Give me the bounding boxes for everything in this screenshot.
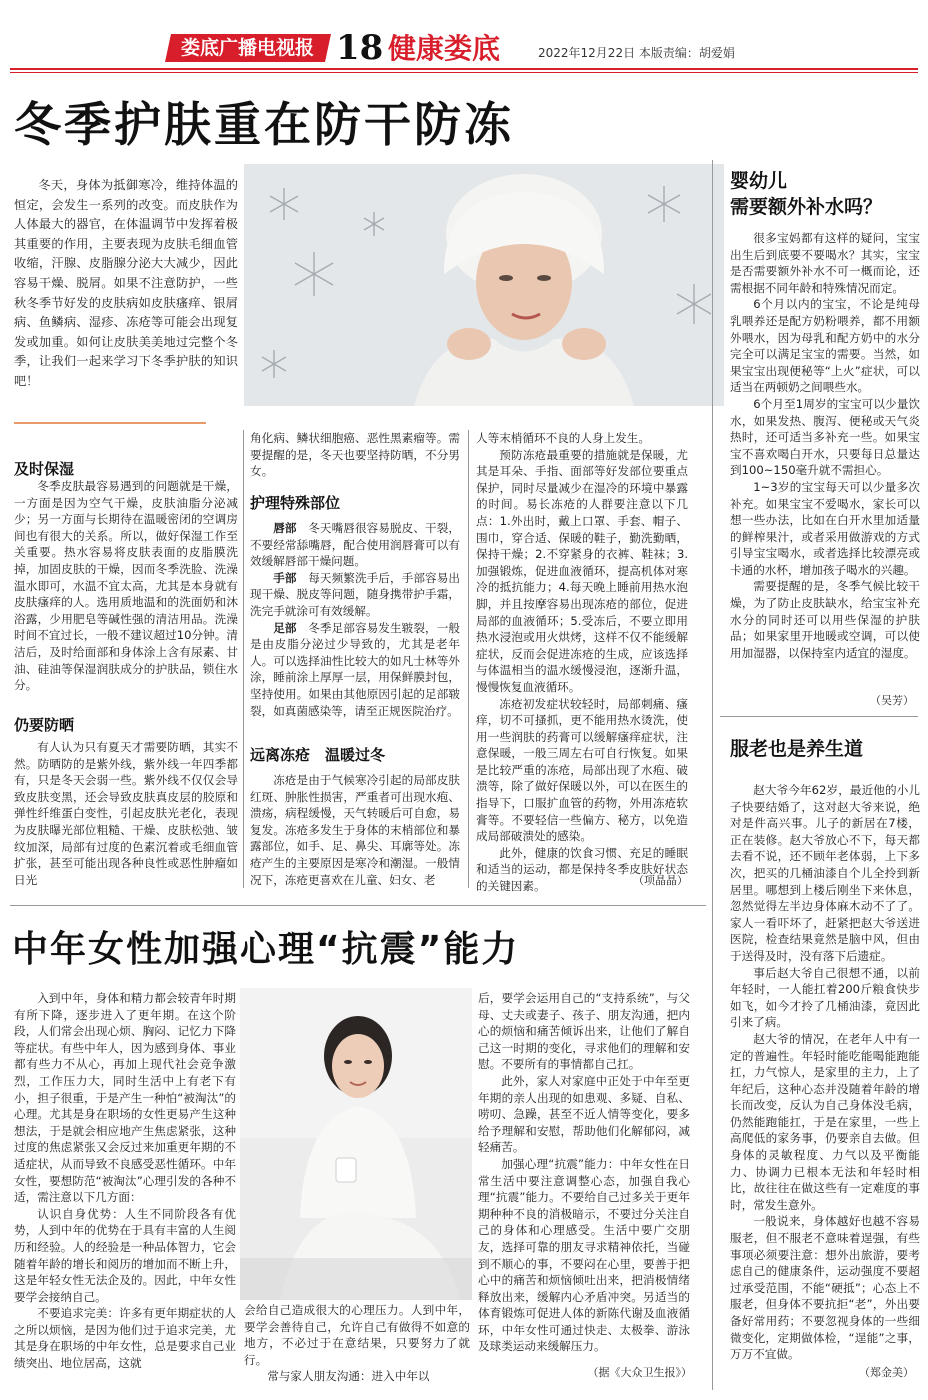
- foot-label: 足部: [273, 620, 297, 635]
- newspaper-brand-logo: 娄底广播电视报: [165, 34, 331, 62]
- middle-aged-woman-photo: [240, 988, 472, 1300]
- header-rule-thin: [10, 72, 918, 73]
- article2-signature: （据《大众卫生报》）: [587, 1366, 692, 1379]
- column-divider: [243, 430, 244, 888]
- article1-title: 冬季护肤重在防干防冻: [14, 98, 514, 153]
- sidebar2-signature: （郑金美）: [859, 1366, 914, 1379]
- article1-col2-top: 角化病、鳞状细胞癌、恶性黑素瘤等。需要提醒的是，冬天也要坚持防晒，不分男女。: [250, 431, 460, 479]
- article1-signature: （项晶晶）: [633, 874, 688, 887]
- lip-label: 唇部: [273, 521, 297, 535]
- section-heading-frostbite: 远离冻疮 温暖过冬: [250, 746, 386, 764]
- article2-col2: 会给自己造成很大的心理压力。人到中年，要学会善待自己，允许自己有做得不如意的地方，不必过于在意结果，只要努力了就行。 常与家人朋友沟通：进入中年以: [244, 1303, 470, 1384]
- section-heading-sunscreen: 仍要防晒: [14, 716, 75, 734]
- sidebar1-signature: （吴芳）: [870, 694, 914, 707]
- sidebar2-title: 服老也是养生道: [730, 738, 864, 760]
- article2-col3: 后，要学会运用自己的“支持系统”，与父母、丈夫或妻子、孩子、朋友沟通，把内心的烦恼和痛苦倾诉出来，让他们了解自己这一时期的变化，寻求他们的理解和安慰。不要所有的事情都自己扛。 此外，家人对家庭中正处于中年至更年期的亲人出现的如患观、多疑、自私、唠叨、急躁，甚至不近人情等变化，要多给予理解和安慰，帮助他们化解郁闷，减轻痛苦。 加强心理“抗震”能力：中年女性在日常生活中要注意调整心态，加强自我心理“抗震”能力。不要给自己过多关于更年期种种不良的消极暗示，不要过分关注自己的身体和心理感受。生活中要广交朋友，选择可靠的朋友寻求精神依托，当碰到不顺心的事，不要闷在心里，要善于把心中的痛苦和烦恼倾吐出来，把消极情绪释放出来，缓解内心矛盾冲突。另适当的体育锻炼可促进人体的新陈代谢及血液循环，中年女性可通过快走、太极拳、游泳及球类运动来缓解压力。: [478, 991, 690, 1354]
- section-title: 健康娄底: [388, 32, 501, 65]
- sidebar2-body: 赵大爷今年62岁，最近他的小儿子快要结婚了，这对赵大爷来说，绝对是件高兴事。儿子的新居在7楼，正在装修。赵大爷放心不下，每天都去看不说，还不顾年老体弱，上下多次，把买的几桶油漆自个儿全拎到新居里。哪想到上楼后刚坐下来休息，忽然觉得左半边身体麻木动不了了。家人一看吓坏了，赶紧把赵大爷送进医院，检查结果竟然是脑中风，但由于送得及时，没有落下后遗症。 事后赵大爷自己很想不通，以前年轻时，一人能扛着200斤粮食快步如飞，如今才拎了几桶油漆，竟因此引来了病。 赵大爷的情况，在老年人中有一定的普遍性。年轻时能吃能喝能跑能扛，力气惊人，是家里的主力，上了年纪后，这种心态并没随着年龄的增长而改变，反认为自己身体没毛病，仍然能跑能扛，于是在家里，一些上高爬低的家务事，仍要亲自去做。但身体的灵敏程度、力气以及平衡能力、协调力已根本无法和年轻时相比，故往往在做这些有一定难度的事时，常发生意外。 一般说来，身体越好也越不容易服老，但不服老不意味着逞强，有些事项必须要注意：想外出旅游，要考虑自己的健康条件，运动强度不要超过承受范围，不能“硬抵”；心态上不服老，但身体不要抗拒“老”，外出要备好常用药；不要忽视身体的一些细微变化，定期做体检，“逞能”之事，万万不宜做。: [730, 783, 920, 1362]
- article1-s2-body: 有人认为只有夏天才需要防晒，其实不然。防晒防的是紫外线，紫外线一年四季都有，只是冬天会弱一些。紫外线不仅仅会导致皮肤变黑，还会导致皮肤真皮层的胶原和弹性纤维蛋白变性，引起皮肤光老化，表现为皮肤曝光部位粗糙、干燥、皮肤松弛、皱纹加深，局部有过度的色素沉着或毛细血管扩张，甚至可能出现各种良性或恶性肿瘤如日光: [14, 740, 238, 887]
- page-number: 18: [336, 28, 384, 68]
- article1-col3: 人等末梢循环不良的人身上发生。 预防冻疮最重要的措施就是保暖，尤其是耳朵、手指、面部等好发部位要重点保护，同时尽量减少在湿冷的环境中暴露的时间。易长冻疮的人群要注意以下几点：1.外出时，戴上口罩、手套、帽子、围巾，穿合适、保暖的鞋子，勤洗勤晒，保持干燥；2.不穿紧身的衣裤、鞋袜；3.加强锻炼，促进血液循环，提高机体对寒冷的抵抗能力；4.每天晚上睡前用热水泡脚，并且按摩容易出现冻疮的部位，促进局部的血液循环；5.受冻后，不要立即用热水浸泡或用火烘烤，这样不仅不能缓解症状，反而会促进冻疮的生成，应该选择与体温相当的温水缓慢浸泡，逐渐升温，慢慢恢复血液循环。 冻疮初发症状较轻时，局部刺痛、瘙痒，切不可搔抓，更不能用热水烫洗，使用一些润肤的药膏可以缓解瘙痒症状，注意保暖，一般三周左右可自行恢复。如果是比较严重的冻疮，局部出现了水疱、破溃等，除了做好保暖以外，可以在医生的指导下，口服扩血管的药物，外用冻疮软膏等。不要轻信一些偏方、秘方，以免造成局部破溃处的感染。 此外，健康的饮食习惯、充足的睡眠和适当的运动，都是保持冬季皮肤好状态的关键因素。: [476, 431, 688, 894]
- woman-in-winter-hat-photo: [244, 164, 724, 406]
- article1-s4-body: 冻疮是由于气候寒冷引起的局部皮肤红斑、肿胀性损害，严重者可出现水疱、溃疡，病程缓慢，天气转暖后可自愈，易复发。冻疮多发生于身体的末梢部位和暴露部位，如手、足、鼻尖、耳廓等处。冻疮产生的主要原因是寒冷和潮湿。一般情况下，冻疮更喜欢在儿童、妇女、老: [250, 773, 460, 887]
- article1-s1-body: 冬季皮肤最容易遇到的问题就是干燥，一方面是因为空气干燥，皮肤油脂分泌减少；另一方面与长期待在温暖密闭的空调房间也有很大的关系。所以，做好保湿工作至关重要。热水容易将皮肤表面的皮脂膜洗掉，加固皮肤的干燥，因而冬季洗脸、洗澡温水即可，水温不宜太高，尤其是本身就有皮肤瘙痒的人。选用质地温和的洗面奶和沐浴露，少用肥皂等碱性强的清洁用品。洗澡时间不宜过长，一般不建议超过10分钟。清洁后，及时给面部和身体涂上含有尿素、甘油、硅油等保湿润肤成分的护肤品，锁住水分。: [14, 479, 238, 693]
- article1-s3-body: 唇部 冬天嘴唇很容易脱皮、干裂，不要经常舔嘴唇，配合使用润唇膏可以有效缓解唇部干燥问题。 手部 每天频繁洗手后，手部容易出现干燥、脱皮等问题，随身携带护手霜，洗完手就涂可有效缓解。 足部 冬季足部容易发生皲裂，一般是由皮脂分泌过少导致的，尤其是老年人。可以选择油性比较大的如凡士林等外涂，睡前涂上厚厚一层，用保鲜膜封包，坚持使用。如果由其他原因引起的足部皲裂，如真菌感染等，请至正规医院治疗。: [250, 521, 460, 718]
- sidebar-divider-h: [720, 716, 918, 717]
- article2-title: 中年女性加强心理“抗震”能力: [12, 929, 520, 970]
- sidebar-divider: [712, 160, 713, 1390]
- article2-col1: 入到中年，身体和精力都会较青年时期有所下降，逐步进入了更年期。在这个阶段，人们常会出现心烦、胸闷、记忆力下降等症状。有些中年人，因为感到身体、事业都有些力不从心，再加上现代社会竞争激烈，工作压力大，同时生活中上有老下有小，担子很重，于是产生一种怕“被淘汰”的心理。尤其是身在职场的女性更易产生这种想法，于是就会相应地产生焦虑紧张，这种过度的焦虑紧张又会反过来加重更年期的不适症状，从而导致不良感受恶性循环。中年女性，要想防范“被淘汰”心理引发的各种不适，需注意以下几方面： 认识自身优势：人生不同阶段各有优势，人到中年的优势在于具有丰富的人生阅历和经验。人的经验是一种品体智力，它会随着年龄的增长和阅历的增加而不断上升，这是年轻女性无法企及的。因此，中年女性要学会接纳自己。 不要追求完美：许多有更年期症状的人之所以烦恼，是因为他们过于追求完美，尤其是身在职场的中年女性，总是要求自己业绩突出、地位居高，这就: [14, 991, 236, 1371]
- article1-lead: 冬天，身体为抵御寒冷，维持体温的恒定，会发生一系列的改变。而皮肤作为人体最大的器官，在体温调节中发挥着极其重要的作用，主要表现为皮肤毛细血管收缩，汗腺、皮脂腺分泌大大减少，因此容易干燥、脱屑。如果不注意防护，一些秋冬季节好发的皮肤病如皮肤瘙痒、银屑病、鱼鳞病、湿疹、冻疮等可能会出现复发或加重。如何让皮肤美美地过完整个冬季，让我们一起来学习下冬季护肤的知识吧！: [14, 178, 238, 388]
- section-heading-moisturize: 及时保湿: [14, 460, 75, 478]
- sidebar1-title: 婴幼儿 需要额外补水吗？: [730, 170, 883, 218]
- lead-divider: [14, 422, 206, 424]
- column-divider: [468, 430, 469, 888]
- article-divider-h: [10, 905, 706, 906]
- hand-label: 手部: [273, 570, 297, 585]
- sidebar1-body: 很多宝妈都有这样的疑问，宝宝出生后到底要不要喝水？其实，宝宝是否需要额外补水不可一概而论，还需根据不同年龄和特殊情况而定。 6个月以内的宝宝，不论是纯母乳喂养还是配方奶粉喂养，都不用额外喂水，因为母乳和配方奶中的水分完全可以满足宝宝的需要。当然，如果宝宝出现便秘等“上火”症状，可以适当在两顿奶之间喂些水。 6个月至1周岁的宝宝可以少量饮水，如果发热、腹泻、便秘或天气炎热时，还可适当多补充一些。如果宝宝不喜欢喝白开水，只要每日总量达到100~150毫升就不需担心。 1~3岁的宝宝每天可以少量多次补充。如果宝宝不爱喝水，家长可以想一些办法，比如在白开水里加适量的鲜榨果汁，或者采用做游戏的方式引导宝宝喝水，或者选择比较漂亮或卡通的水杯，增加孩子喝水的兴趣。 需要提醒的是，冬季气候比较干燥，为了防止皮肤缺水，给宝宝补充水分的同时还可以用些保湿的护肤品；如果家里开地暖或空调，可以使用加湿器，以保持室内适宜的湿度。: [730, 231, 920, 660]
- section-heading-special-parts: 护理特殊部位: [250, 494, 341, 512]
- date-editor-line: 2022年12月22日 本版责编：胡爱娟: [538, 46, 735, 60]
- header-rule: [10, 68, 918, 70]
